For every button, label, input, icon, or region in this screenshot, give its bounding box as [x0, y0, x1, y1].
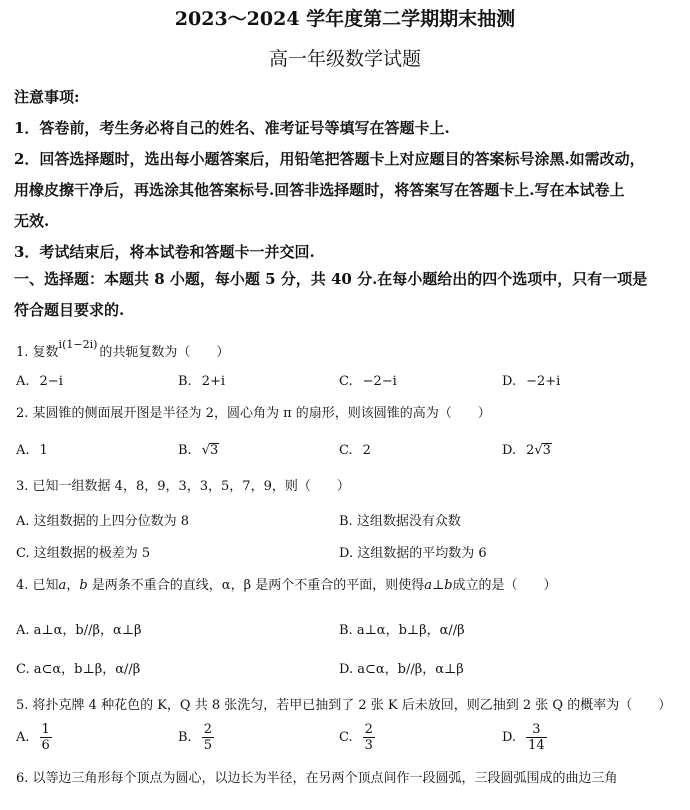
q3-option-c: C. 这组数据的极差为 5	[16, 546, 151, 561]
q2-option-d: D. 2√3	[502, 443, 551, 458]
question-5: 5. 将扑克牌 4 种花色的 K，Q 共 8 张洗匀，若甲已抽到了 2 张 K 后未放回，则乙抽到 2 张 Q 的概率为（ ）	[16, 698, 672, 713]
note-1: 1．答卷前，考生务必将自己的姓名、准考证号等填写在答题卡上.	[14, 119, 450, 137]
q4-option-c: C. a⊂α，b⊥β，α//β	[16, 662, 141, 677]
question-6: 6. 以等边三角形每个顶点为圆心，以边长为半径，在另两个顶点间作一段圆弧，三段圆弧围成的曲边三角	[16, 771, 618, 786]
q1-option-c: C. −2−i	[339, 374, 397, 389]
notes-block	[14, 82, 678, 268]
section-line-1: 一、选择题：本题共 8 小题，每小题 5 分，共 40 分.在每小题给出的四个选项中，只有一项是	[14, 270, 648, 288]
exam-subtitle: 高一年级数学试题	[268, 48, 421, 70]
q1-expression: i(1−2i)	[58, 338, 98, 351]
question-4: 4. 已知a，b 是两条不重合的直线，α，β 是两个不重合的平面，则使得a⊥b成立的是（ ）	[16, 578, 557, 593]
note-3: 3．考试结束后，将本试卷和答题卡一并交回.	[14, 243, 315, 261]
q4-option-a: A. a⊥α，b//β，α⊥β	[16, 623, 142, 638]
question-2: 2. 某圆锥的侧面展开图是半径为 2，圆心角为 π 的扇形，则该圆锥的高为（ ）	[16, 406, 491, 421]
q3-option-d: D. 这组数据的平均数为 6	[339, 546, 487, 561]
q1-option-d: D. −2+i	[502, 374, 561, 389]
section-line-2: 符合题目要求的.	[14, 301, 125, 319]
q3-option-a: A. 这组数据的上四分位数为 8	[16, 514, 190, 529]
q4-option-d: D. a⊂α，b//β，α⊥β	[339, 662, 464, 677]
exam-title: 2023～2024 学年度第二学期期末抽测	[174, 8, 516, 30]
section-heading	[14, 264, 678, 326]
q2-option-c: C. 2	[339, 443, 371, 458]
q1-option-b: B. 2+i	[178, 374, 226, 389]
q2-option-b: B. √3	[178, 443, 219, 458]
note-2-line-c: 无效.	[14, 212, 50, 230]
note-2-line-a: 2．回答选择题时，选出每小题答案后，用铅笔把答题卡上对应题目的答案标号涂黑.如需改动，	[14, 150, 645, 168]
question-3: 3. 已知一组数据 4，8，9，3，3，5，7，9，则（ ）	[16, 479, 350, 494]
question-1	[16, 338, 676, 362]
notes-heading: 注意事项:	[14, 88, 80, 106]
q4-vector-expression: a⊥b	[424, 578, 453, 593]
q2-option-a: A. 1	[16, 443, 48, 458]
note-2-line-b: 用橡皮擦干净后，再选涂其他答案标号.回答非选择题时，将答案写在答题卡上.写在本试卷上	[14, 181, 625, 199]
q5-option-c: C. $\frac{2}{3}$	[339, 722, 373, 753]
q4-option-b: B. a⊥α，b⊥β，α//β	[339, 623, 465, 638]
q5-option-b: B. $\frac{2}{5}$	[178, 722, 212, 753]
q1-option-a: A. 2−i	[16, 374, 63, 389]
q1-prefix: 1. 复数	[16, 345, 59, 360]
q5-option-a: A. $\frac{1}{6}$	[16, 722, 50, 753]
q5-option-d: D. $\frac{3}{14}$	[502, 722, 545, 753]
q1-suffix: 的共轭复数为（ ）	[99, 345, 230, 360]
q3-option-b: B. 这组数据没有众数	[339, 514, 461, 529]
